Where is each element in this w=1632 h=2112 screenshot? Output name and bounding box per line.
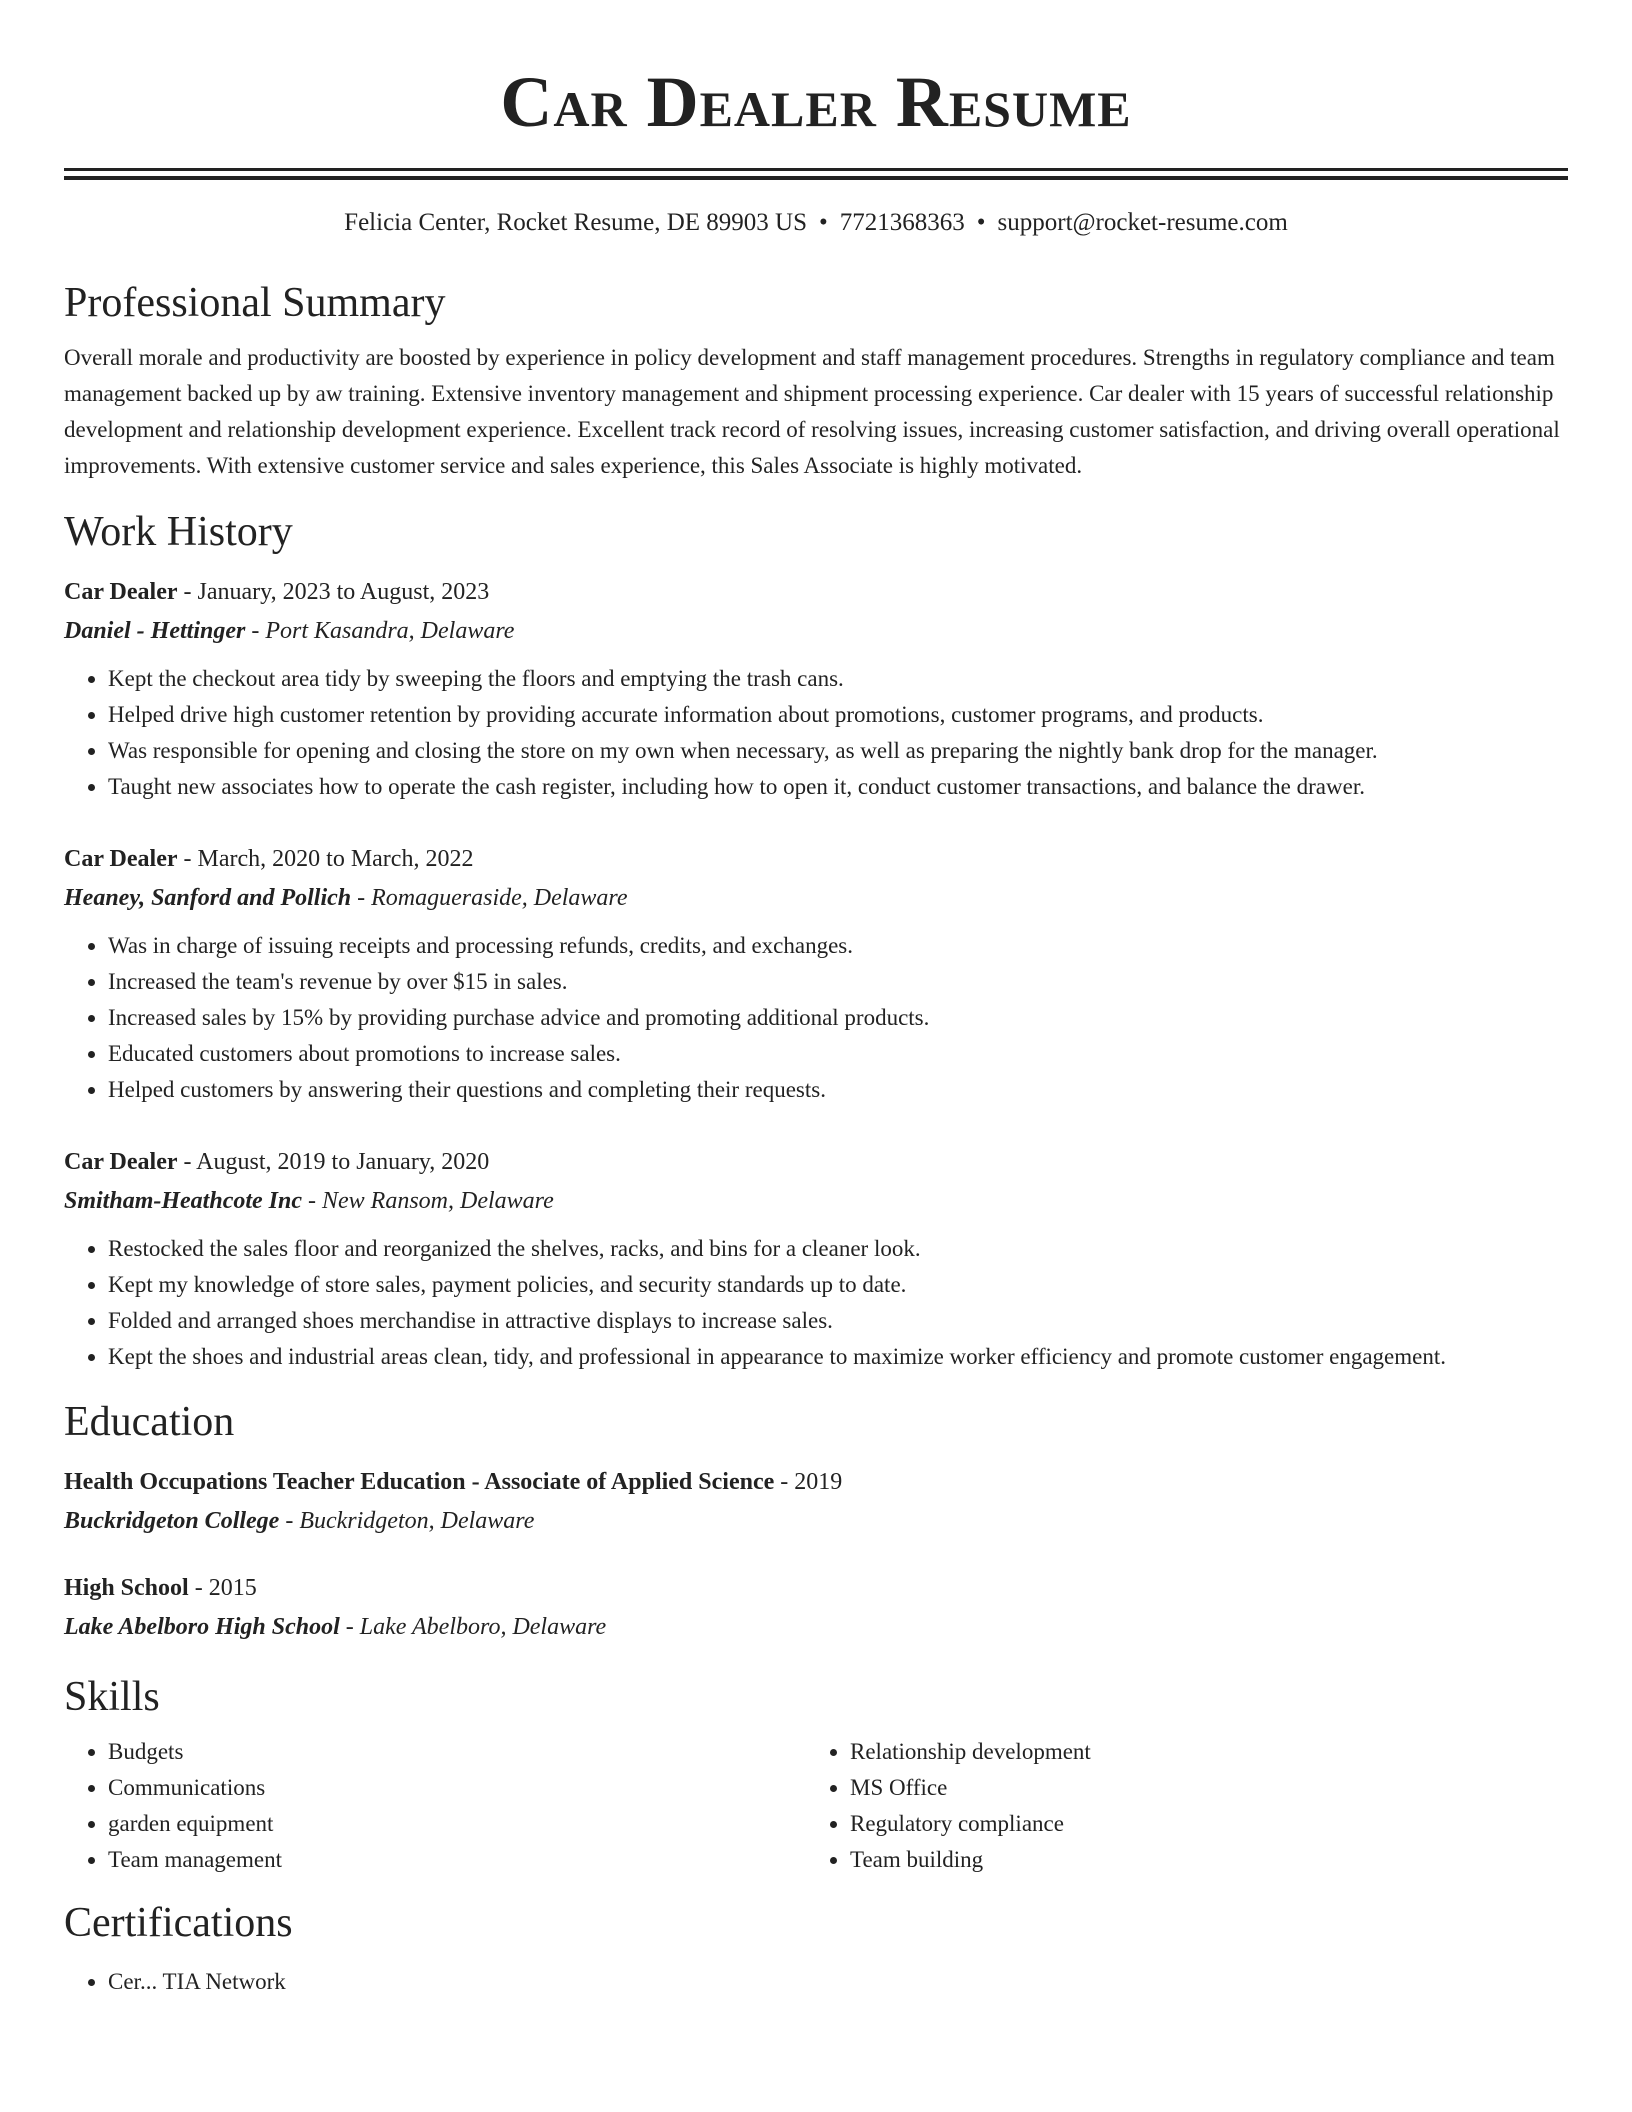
work-history-heading: Work History [64, 509, 293, 555]
skill-item: • Budgets [108, 1734, 806, 1770]
education-degree: Health Occupations Teacher Education - Associate of Applied Science [64, 1469, 775, 1495]
title-rule-thin [64, 168, 1568, 171]
job-company-line [64, 611, 1568, 651]
education-school: Lake Abelboro High School [64, 1614, 340, 1640]
certifications-heading: Certifications [64, 1900, 293, 1946]
title-rule-thick [64, 176, 1568, 180]
job-entry [64, 1143, 1568, 1375]
job-dates: - January, 2023 to August, 2023 [177, 579, 490, 605]
education-school-line [64, 1607, 1568, 1647]
job-company: Smitham-Heathcote Inc [64, 1188, 303, 1214]
skill-item: • Team management [108, 1842, 806, 1878]
job-title: Car Dealer [64, 846, 178, 872]
skills-left-list [64, 1734, 806, 1878]
job-title: Car Dealer [64, 579, 178, 605]
education-heading: Education [64, 1399, 235, 1445]
skill-item: • Relationship development [850, 1734, 1548, 1770]
job-company-line [64, 878, 1568, 918]
resume-page [64, 0, 1568, 2000]
education-school-line [64, 1501, 1568, 1541]
education-location: - Buckridgeton, Delaware [279, 1508, 535, 1534]
job-title-line [64, 1143, 1568, 1181]
certifications-list [64, 1964, 1568, 2000]
job-bullet: • Increased sales by 15% by providing purchase advice and promoting additional products. [108, 1000, 1568, 1036]
education-year: - 2015 [188, 1575, 257, 1601]
certification-item: • Cer... TIA Network [108, 1964, 1568, 2000]
skill-item: • Regulatory compliance [850, 1806, 1548, 1842]
job-location: - Port Kasandra, Delaware [245, 618, 515, 644]
job-bullet: • Increased the team's revenue by over $15 in sales. [108, 964, 1568, 1000]
job-company-line [64, 1181, 1568, 1221]
contact-line [64, 206, 1568, 240]
job-location: - New Ransom, Delaware [302, 1188, 554, 1214]
contact-phone: 7721368363 [839, 209, 965, 236]
education-year: - 2019 [774, 1469, 843, 1495]
contact-separator: • [818, 209, 828, 236]
job-bullet: • Kept my knowledge of store sales, payment policies, and security standards up to date. [108, 1267, 1568, 1303]
education-degree-line [64, 1463, 1568, 1501]
job-bullet: • Educated customers about promotions to increase sales. [108, 1036, 1568, 1072]
job-bullet: • Folded and arranged shoes merchandise in attractive displays to increase sales. [108, 1303, 1568, 1339]
skill-item: • Communications [108, 1770, 806, 1806]
education-degree-line [64, 1569, 1568, 1607]
job-title-line [64, 573, 1568, 611]
skill-item: • Team building [850, 1842, 1548, 1878]
skills-heading: Skills [64, 1674, 160, 1720]
contact-separator: • [976, 209, 986, 236]
resume-title: Car Dealer Resume [500, 62, 1132, 142]
job-bullets [64, 661, 1568, 805]
job-company: Daniel - Hettinger [64, 618, 246, 644]
job-entry [64, 573, 1568, 805]
job-bullet: • Taught new associates how to operate the cash register, including how to open it, conduct customer transactions, and balance the drawer. [108, 769, 1568, 805]
job-bullet: • Was in charge of issuing receipts and processing refunds, credits, and exchanges. [108, 928, 1568, 964]
job-bullet: • Helped customers by answering their questions and completing their requests. [108, 1072, 1568, 1108]
skills-columns [64, 1734, 1568, 1878]
job-bullet: • Helped drive high customer retention by providing accurate information about promotions, customer programs, and products. [108, 697, 1568, 733]
job-bullets [64, 1231, 1568, 1375]
summary-heading: Professional Summary [64, 280, 446, 326]
education-entry [64, 1463, 1568, 1541]
job-entry [64, 840, 1568, 1108]
education-location: - Lake Abelboro, Delaware [339, 1614, 607, 1640]
contact-address: Felicia Center, Rocket Resume, DE 89903 US [344, 209, 807, 236]
job-bullet: • Restocked the sales floor and reorganized the shelves, racks, and bins for a cleaner look. [108, 1231, 1568, 1267]
skill-item: • garden equipment [108, 1806, 806, 1842]
education-school: Buckridgeton College [64, 1508, 280, 1534]
education-entry [64, 1569, 1568, 1647]
job-bullets [64, 928, 1568, 1108]
job-dates: - August, 2019 to January, 2020 [177, 1149, 490, 1175]
job-bullet: • Kept the shoes and industrial areas clean, tidy, and professional in appearance to maximize worker efficiency and promote customer engagement. [108, 1339, 1568, 1375]
job-company: Heaney, Sanford and Pollich [64, 885, 352, 911]
job-dates: - March, 2020 to March, 2022 [177, 846, 474, 872]
job-title-line [64, 840, 1568, 878]
skills-right-list [806, 1734, 1548, 1878]
job-bullet: • Kept the checkout area tidy by sweeping the floors and emptying the trash cans. [108, 661, 1568, 697]
skill-item: • MS Office [850, 1770, 1548, 1806]
job-title: Car Dealer [64, 1149, 178, 1175]
job-bullet: • Was responsible for opening and closing the store on my own when necessary, as well as preparing the nightly bank drop for the manager. [108, 733, 1568, 769]
contact-email: support@rocket-resume.com [997, 209, 1288, 236]
education-degree: High School [64, 1575, 189, 1601]
job-location: - Romagueraside, Delaware [351, 885, 628, 911]
summary-text: Overall morale and productivity are boosted by experience in policy development and staff management procedures. Strengths in regulatory compliance and team management backed up by aw training. Extensive inventory management and shipment processing experience. Car dealer with 15 years of successful relationship development and relationship development experience. Excellent track record of resolving issues, increasing customer satisfaction, and driving overall operational improvements. With extensive customer service and sales experience, this Sales Associate is highly motivated. [64, 345, 1560, 478]
